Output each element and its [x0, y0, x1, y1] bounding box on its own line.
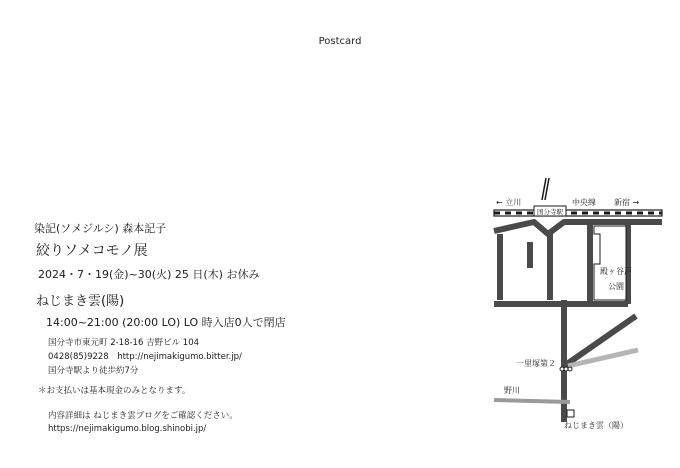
venue-phone-website: 0428(85)9228 http://nejimakigumo.bitter.jp/ — [48, 352, 242, 362]
venue-name: ねじまき雲(陽) — [36, 294, 125, 309]
details-note: 内容詳細は ねじまき雲ブログをご確認ください。 — [48, 411, 238, 421]
station-sign — [534, 178, 566, 216]
access-map — [490, 172, 666, 442]
river — [494, 400, 570, 402]
exhibition-title: 絞りソメコモノ展 — [36, 243, 148, 259]
chuo-line-label: 中央線 — [572, 198, 596, 207]
shinjuku-label: 新宿 → — [614, 198, 640, 207]
venue-map-label: ねじまき雲（陽） — [564, 421, 628, 430]
opening-hours: 14:00~21:00 (20:00 LO) LO 時入店0人で閉店 — [46, 316, 286, 329]
venue-marker — [567, 410, 574, 417]
park-label-2: 公園 — [608, 282, 624, 291]
school-label: 一里塚第２ — [516, 359, 556, 368]
exhibition-dates: 2024・7・19(金)~30(火) 25 日(木) お休み — [38, 268, 260, 281]
venue-address: 国分寺市東元町 2-18-16 吉野ビル 104 — [48, 338, 200, 348]
payment-note: ＊お支払いは基本現金のみとなります。 — [38, 386, 191, 396]
river-label: 野川 — [504, 386, 520, 395]
tachikawa-label: ← 立川 — [496, 198, 522, 207]
railway-line — [494, 210, 662, 216]
station-label: 国分寺駅 — [537, 208, 563, 216]
school-marker — [560, 367, 572, 371]
venue-access: 国分寺駅より徒歩約7分 — [48, 366, 139, 376]
postcard-label: Postcard — [318, 36, 362, 47]
blog-url: https://nejimakigumo.blog.shinobi.jp/ — [48, 424, 207, 434]
artist-name: 染記(ソメジルシ) 森本記子 — [34, 222, 167, 235]
park-label: 殿ヶ谷戸 — [600, 267, 632, 276]
